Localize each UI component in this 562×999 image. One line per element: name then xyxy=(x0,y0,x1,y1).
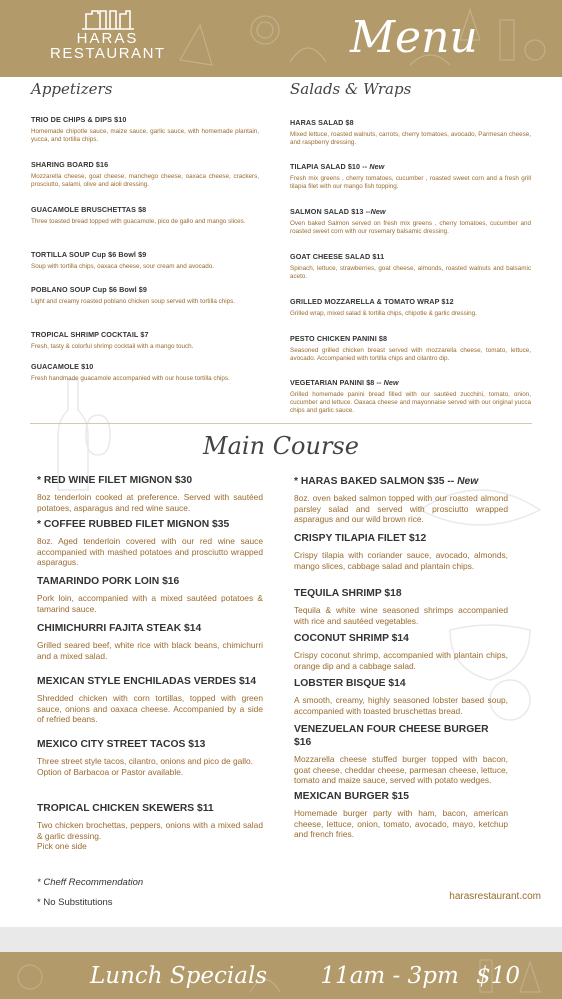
item-description: Oven baked Salmon served on fresh mix greens , cherry tomatoes, cucumber and roasted sweet corn with our rosemary balsamic dressing. xyxy=(290,220,531,236)
list-item xyxy=(290,207,531,236)
list-item xyxy=(31,285,259,306)
item-name: TROPICAL SHRIMP COCKTAIL $7 xyxy=(31,330,149,339)
item-description: Homemade chipotle sauce, maize sauce, garlic sauce, with homemade plantain, yucca, and tortilla chips. xyxy=(31,128,259,144)
list-item xyxy=(294,723,508,786)
item-name: CHIMICHURRI FAJITA STEAK $14 xyxy=(37,623,202,634)
item-description: Mozzarella cheese, goat cheese, manchego cheese, oaxaca cheese, crackers, prosciutto, salami, olive and aioli dressing. xyxy=(31,173,259,189)
item-name: HARAS SALAD $8 xyxy=(290,118,354,127)
item-description: Tequila & white wine seasoned shrimps accompanied with rice and sautéed vegetables. xyxy=(294,605,508,626)
list-item xyxy=(37,738,263,777)
lunch-specials-text xyxy=(90,956,520,996)
item-description: Mozzarella cheese stuffed burger topped with bacon, goat cheese, cheddar cheese, parmesan cheese, lettuce, tomato and maize sauce, served with potato wedges. xyxy=(294,754,508,786)
list-item xyxy=(290,162,531,191)
menu-header xyxy=(0,0,562,77)
item-description: 8oz tenderloin cooked at preference. Served with sautéed potatoes, asparagus and red wine sauce. xyxy=(37,492,263,513)
item-description: Crispy tilapia with coriander sauce, avocado, almonds, mango slices, cabbage salad and plantain chips. xyxy=(294,550,508,571)
item-description: Fresh handmade guacamole accompanied with our house tortilla chips. xyxy=(31,375,230,382)
item-description: Seasoned grilled chicken breast served with mozzarella cheese, tomato, lettuce, avocado. Accompanied with tortilla chips and cilantro dip. xyxy=(290,347,531,363)
item-name: CRISPY TILAPIA FILET $12 xyxy=(294,533,427,544)
item-name: SHARING BOARD $16 xyxy=(31,160,109,169)
list-item xyxy=(290,252,531,281)
item-name: PESTO CHICKEN PANINI $8 xyxy=(290,334,388,343)
grey-band xyxy=(0,927,562,952)
item-description: Fresh, tasty & colorful shrimp cocktail with a mango touch. xyxy=(31,343,194,350)
main-course-title: Main Course xyxy=(203,432,359,460)
list-item xyxy=(294,475,508,525)
menu-title: Menu xyxy=(350,12,478,63)
list-item xyxy=(290,118,531,147)
item-name: * RED WINE FILET MIGNON $30 xyxy=(37,475,193,486)
item-name: MEXICO CITY STREET TACOS $13 xyxy=(37,739,206,750)
section-divider xyxy=(30,423,532,424)
item-name: POBLANO SOUP Cup $6 Bowl $9 xyxy=(31,285,147,294)
item-description: Pork loin, accompanied with a mixed sautéed potatoes & tamarind sauce. xyxy=(37,593,263,614)
item-name: * HARAS BAKED SALMON $35 -- New xyxy=(294,476,479,487)
logo-subtitle: RESTAURANT xyxy=(50,45,166,62)
item-description: Light and creamy roasted poblano chicken soup served with tortilla chips. xyxy=(31,298,236,305)
list-item xyxy=(290,334,531,363)
item-description: Crispy coconut shrimp, accompanied with plantain chips, orange dip and a cabbage salad. xyxy=(294,650,508,671)
list-item xyxy=(37,622,263,661)
list-item xyxy=(294,532,508,571)
item-name: * COFFEE RUBBED FILET MIGNON $35 xyxy=(37,519,230,530)
item-description: Mixed lettuce, roasted walnuts, carrots, cherry tomatoes, avocado, Parmesan cheese, and raspberry dressing. xyxy=(290,131,531,147)
lunch-price: $10 xyxy=(476,963,520,989)
item-name: TEQUILA SHRIMP $18 xyxy=(294,588,402,599)
website-link[interactable]: harasrestaurant.com xyxy=(449,891,541,902)
item-name: MEXICAN BURGER $15 xyxy=(294,791,410,802)
item-description: Shredded chicken with corn tortillas, topped with green sauce, onions and oaxaca cheese. Accompanied by a side of refried beans. xyxy=(37,693,263,725)
logo-name: HARAS xyxy=(76,30,139,47)
item-description: Soup with tortilla chips, oaxaca cheese, sour cream and avocado. xyxy=(31,263,215,270)
item-name: SALMON SALAD $13 --New xyxy=(290,207,386,216)
item-description: 8oz. Aged tenderloin covered with our red wine sauce accompanied with mashed potatoes and prosciutto wrapped asparagus. xyxy=(37,536,263,568)
list-item xyxy=(31,330,259,351)
list-item xyxy=(294,632,508,671)
item-description: Grilled wrap, mixed salad & tortilla chips, chipotle & garlic dressing. xyxy=(290,310,477,317)
list-item xyxy=(290,378,531,416)
list-item xyxy=(294,587,508,626)
lunch-specials-banner xyxy=(0,952,562,999)
item-description: Two chicken brochettas, peppers, onions with a mixed salad & garlic dressing. Pick one side xyxy=(37,820,263,852)
list-item xyxy=(294,677,508,716)
item-description: Homemade burger party with ham, bacon, american cheese, lettuce, onion, tomato, avocado, mayo, ketchup and french fries. xyxy=(294,808,508,840)
salads-title: Salads & Wraps xyxy=(290,80,412,98)
list-item xyxy=(37,474,263,513)
chef-recommendation-note: * Cheff Recommendation xyxy=(37,877,144,888)
item-description: Three toasted bread topped with guacamole, pico de gallo and mango slices. xyxy=(31,218,246,225)
item-name: TRIO DE CHIPS & DIPS $10 xyxy=(31,115,127,124)
item-name: GRILLED MOZZARELLA & TOMATO WRAP $12 xyxy=(290,297,454,306)
item-name: COCONUT SHRIMP $14 xyxy=(294,633,409,644)
lunch-label: Lunch Specials xyxy=(90,963,268,989)
list-item xyxy=(37,802,263,852)
list-item xyxy=(290,297,531,318)
no-substitutions-note: * No Substitutions xyxy=(37,897,113,908)
item-description: Three street style tacos, cilantro, onions and pico de gallo. Option of Barbacoa or Pastor available. xyxy=(37,756,254,777)
item-name: TORTILLA SOUP Cup $6 Bowl $9 xyxy=(31,250,147,259)
item-name: GUACAMOLE $10 xyxy=(31,362,94,371)
list-item xyxy=(31,115,259,144)
item-name: LOBSTER BISQUE $14 xyxy=(294,678,406,689)
list-item xyxy=(294,790,508,840)
item-description: Fresh mix greens , cherry tomatoes, cucumber , roasted sweet corn and a fresh grill tilapia filet with our mango fish topping. xyxy=(290,175,531,191)
appetizers-title: Appetizers xyxy=(31,80,113,98)
item-description: Spinach, lettuce, strawberries, goat cheese, almonds, roasted walnuts and balsamic aceto. xyxy=(290,265,531,281)
list-item xyxy=(37,675,263,725)
list-item xyxy=(31,160,259,189)
list-item xyxy=(37,518,263,568)
lunch-time: 11am - 3pm xyxy=(320,963,459,989)
item-name: GOAT CHEESE SALAD $11 xyxy=(290,252,385,261)
restaurant-logo xyxy=(50,8,165,62)
item-name: TROPICAL CHICKEN SKEWERS $11 xyxy=(37,803,214,814)
item-description: Grilled seared beef, white rice with black beans, chimichurri and a mixed salad. xyxy=(37,640,263,661)
list-item xyxy=(31,205,259,226)
item-description: A smooth, creamy, highly seasoned lobster based soup, accompanied with toasted bruschettas bread. xyxy=(294,695,508,716)
item-name: VEGETARIAN PANINI $8 -- New xyxy=(290,378,399,387)
item-name: TILAPIA SALAD $10 -- New xyxy=(290,162,385,171)
item-description: Grilled homemade panini bread filled with our sautéed zucchini, tomato, onion, cucumber and lettuce. Oaxaca cheese and mayonnaise served with our original yucca chips and garlic sauce. xyxy=(290,391,531,415)
list-item xyxy=(31,250,259,271)
item-name: VENEZUELAN FOUR CHEESE BURGER $16 xyxy=(294,724,489,748)
item-name: TAMARINDO PORK LOIN $16 xyxy=(37,576,180,587)
item-name: MEXICAN STYLE ENCHILADAS VERDES $14 xyxy=(37,676,257,687)
castle-logo-icon xyxy=(80,8,136,30)
item-name: GUACAMOLE BRUSCHETTAS $8 xyxy=(31,205,147,214)
item-description: 8oz. oven baked salmon topped with our roasted almond parsley salad and served with prosciutto wrapped asparagus and our wild brown rice. xyxy=(294,493,508,525)
list-item xyxy=(37,575,263,614)
